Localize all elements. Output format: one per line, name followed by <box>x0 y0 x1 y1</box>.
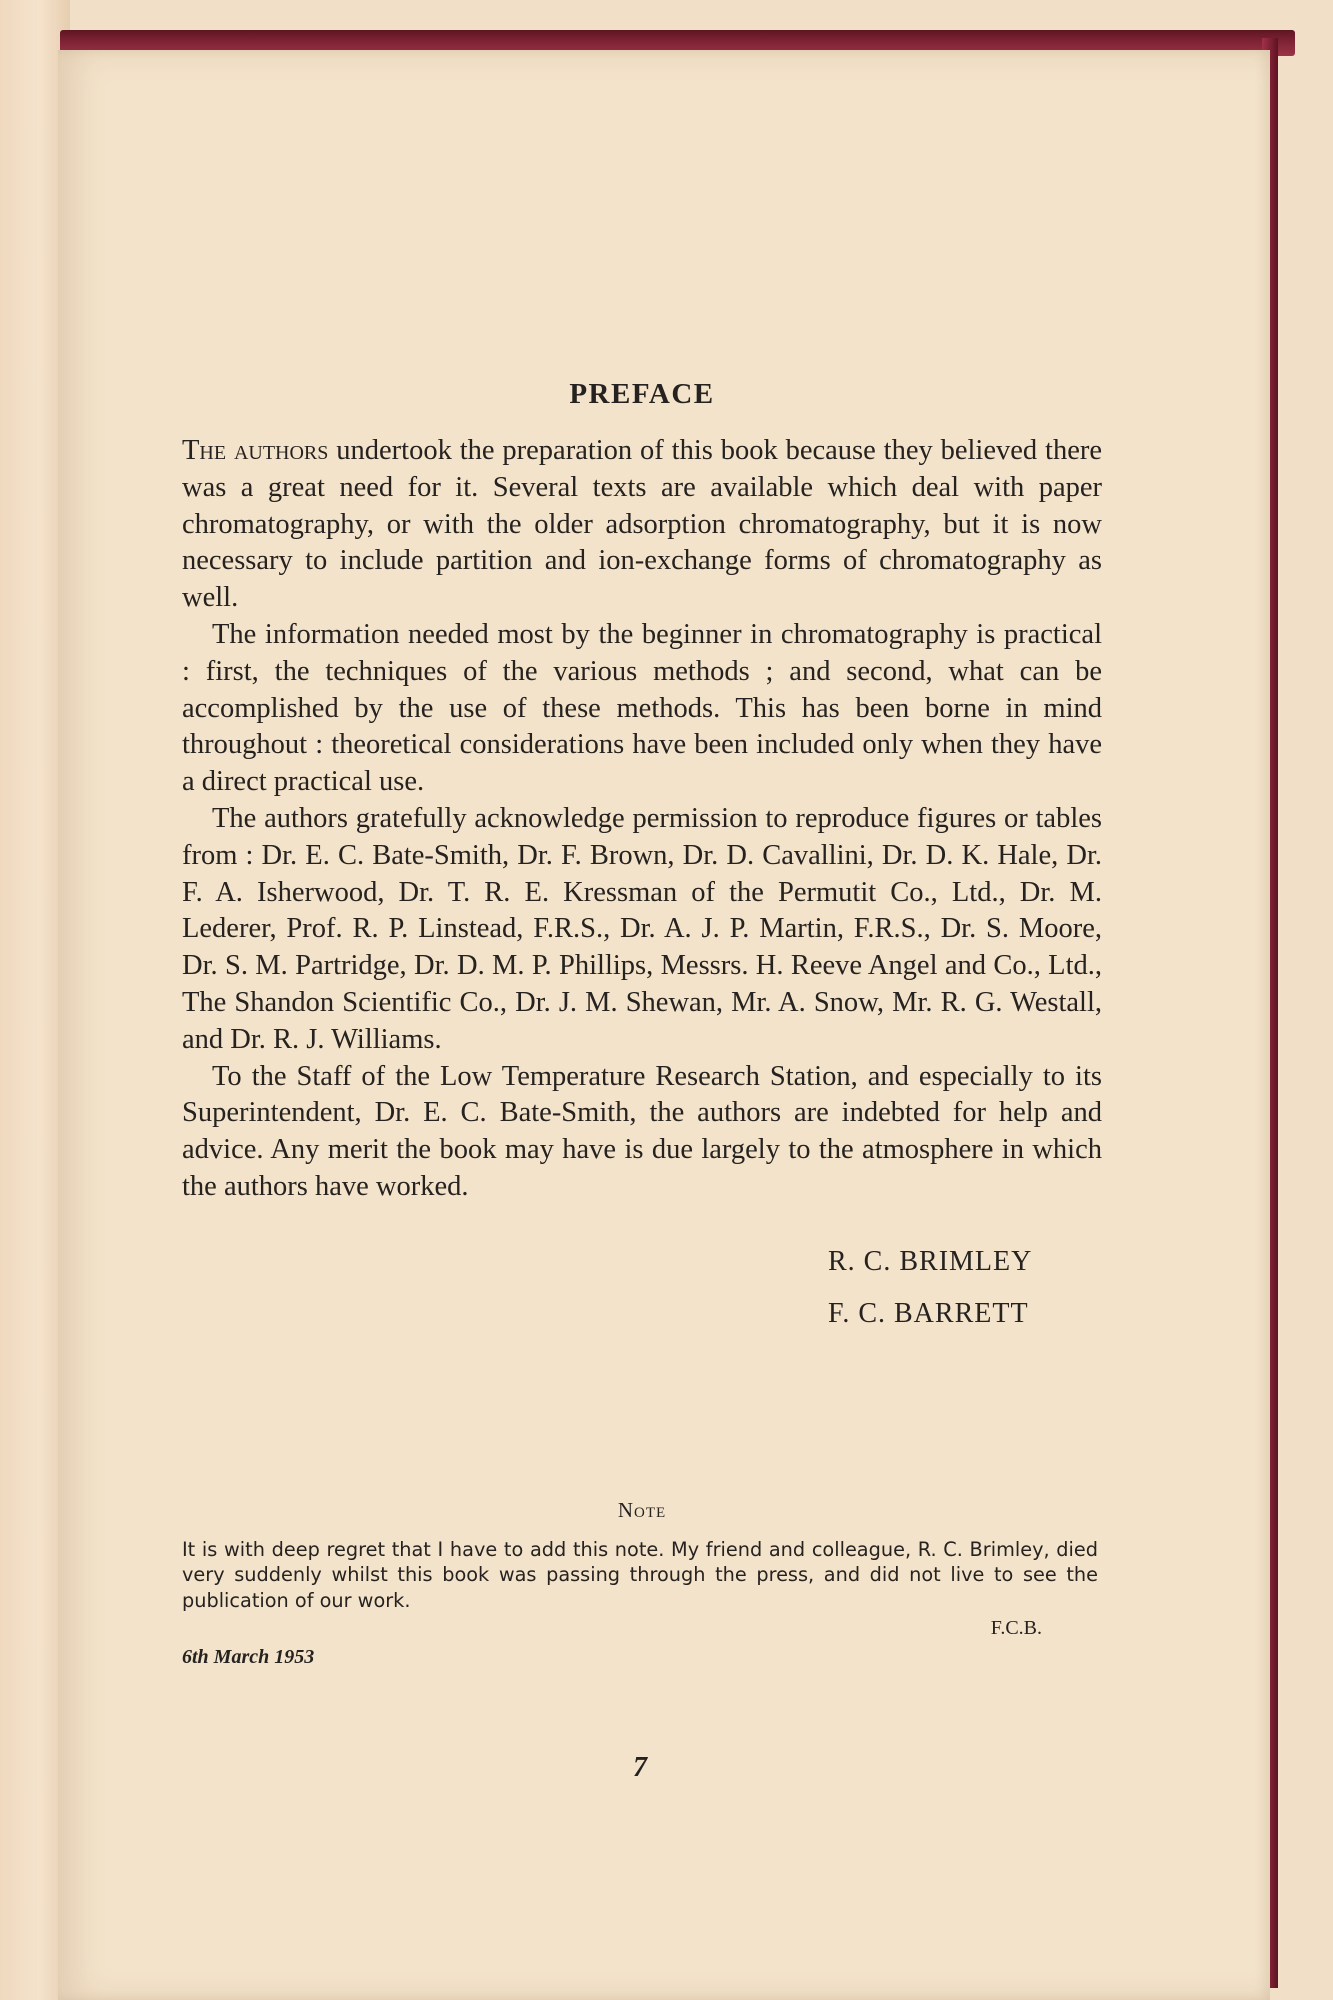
preface-paragraph-1 <box>182 433 1102 617</box>
preface-paragraph-2: The information needed most by the beginner in chromatography is practical : first, the techniques of the various methods ; and second, what can be accomplished by the use of these methods. This has been borne in mind throughout : theoretical considerations have been included only when they have a direct practical use. <box>182 618 1102 798</box>
note-text: It is with deep regret that I have to add this note. My friend and colleague, R. C. Brimley, died very suddenly whilst this book was passing through the press, and did not live to see the publication of our work. <box>182 1537 1098 1612</box>
page-number: 7 <box>633 1752 647 1783</box>
note-initials: F.C.B. <box>990 1617 1042 1640</box>
preface-paragraph-3: The authors gratefully acknowledge permission to reproduce figures or tables from : Dr. E. C. Bate-Smith, Dr. F. Brown, Dr. D. Cavallini, Dr. D. K. Hale, Dr. F. A. Isherwood, Dr. T. R. E. Kressman of the Permutit Co., Ltd., Dr. M. Lederer, Prof. R. P. Linstead, F.R.S., Dr. A. J. P. Martin, F.R.S., Dr. S. Moore, Dr. S. M. Partridge, Dr. D. M. P. Phillips, Messrs. H. Reeve Angel and Co., Ltd., The Shandon Scientific Co., Dr. J. M. Shewan, Mr. A. Snow, Mr. R. G. Westall, and Dr. R. J. Williams. <box>182 802 1102 1055</box>
note-heading: Note <box>617 1497 667 1522</box>
note-date: 6th March 1953 <box>182 1646 315 1669</box>
preface-content <box>182 378 1102 1669</box>
author-signature-1: R. C. BRIMLEY <box>828 1245 1033 1277</box>
page-title: PREFACE <box>569 378 715 410</box>
paragraph-1-text: undertook the preparation of this book because they believed there was a great need for it. Several texts are available which deal with paper chromatography, or with the older adsorption chromatography, but it is now necessary to include partition and ion-exchange forms of chromatography as well. <box>182 435 1102 614</box>
author-signatures <box>828 1246 1102 1350</box>
author-signature-2: F. C. BARRETT <box>828 1297 1029 1329</box>
paragraph-lead-smallcaps: The authors <box>182 435 329 466</box>
preface-paragraph-4: To the Staff of the Low Temperature Research Station, and especially to its Superintendent, Dr. E. C. Bate-Smith, the authors are indebted for help and advice. Any merit the book may have is due largely to the atmosphere in which the authors have worked. <box>182 1060 1102 1202</box>
